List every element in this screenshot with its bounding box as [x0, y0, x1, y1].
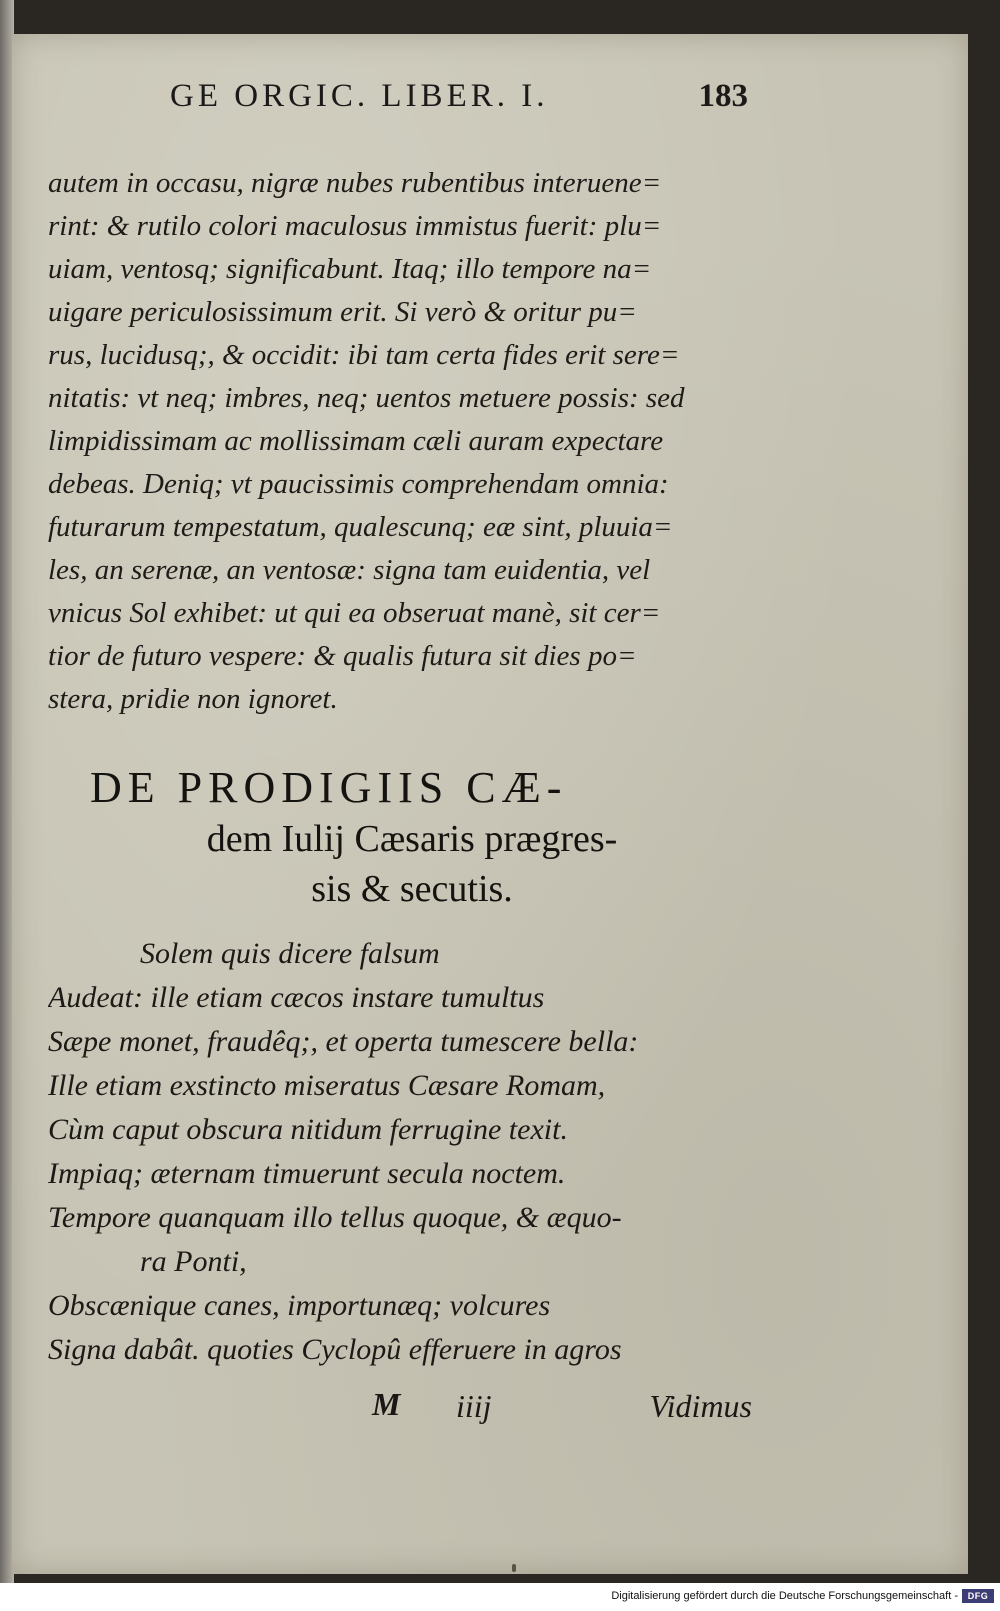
verse-line: Cùm caput obscura nitidum ferrugine texit. [48, 1113, 568, 1146]
section-heading [72, 762, 752, 914]
catchword: Vidimus [649, 1388, 752, 1424]
prose-line: stera, pridie non ignoret. [48, 683, 338, 715]
prose-line: rint: & rutilo colori maculosus immistus fuerit: plu= [48, 210, 662, 242]
prose-line: rus, lucidusq;, & occidit: ibi tam certa fides erit sere= [48, 339, 680, 371]
verse-line-continuation: ra Ponti, [140, 1245, 247, 1278]
running-head-title: GE ORGIC. LIBER. I. [170, 78, 549, 114]
footer-bar [0, 1583, 1000, 1611]
verse-line: Audeat: ille etiam cæcos instare tumultus [48, 981, 545, 1014]
verse-block [48, 932, 768, 1372]
section-heading-line-1: DE PRODIGIIS CÆ- [90, 763, 568, 812]
prose-line: limpidissimam ac mollissimam cæli auram expectare [48, 425, 664, 457]
signature-mark: M [372, 1386, 401, 1422]
prose-line: debeas. Deniq; vt paucissimis comprehendam omnia: [48, 468, 669, 500]
verse-line: Signa dabât. quoties Cyclopû efferuere in agros [48, 1333, 622, 1366]
prose-line: uiam, ventosq; significabunt. Itaq; illo tempore na= [48, 253, 652, 285]
prose-line: futurarum tempestatum, qualescunq; eæ sint, pluuia= [48, 511, 673, 543]
section-heading-line-3: sis & secutis. [311, 868, 513, 910]
ink-spot [512, 1564, 516, 1572]
dfg-logo[interactable]: DFG [962, 1589, 994, 1603]
verse-line: Ille etiam exstincto miseratus Cæsare Romam, [48, 1069, 606, 1102]
signature-number: iiij [456, 1388, 492, 1424]
verse-line: Tempore quanquam illo tellus quoque, & æquo- [48, 1201, 622, 1234]
prose-line: les, an serenæ, an ventosæ: signa tam euidentia, vel [48, 554, 651, 586]
digitization-credit: Digitalisierung gefördert durch die Deutsche Forschungsgemeinschaft - [611, 1590, 958, 1602]
page-number: 183 [698, 78, 748, 114]
prose-line: vnicus Sol exhibet: ut qui ea obseruat manè, sit cer= [48, 597, 661, 629]
verse-line: Solem quis dicere falsum [140, 937, 440, 970]
prose-line: autem in occasu, nigræ nubes rubentibus interuene= [48, 167, 662, 199]
prose-paragraph [48, 162, 748, 721]
verse-line: Sæpe monet, fraudêq;, et operta tumescere bella: [48, 1025, 639, 1058]
section-heading-line-2: dem Iulij Cæsaris prægres- [206, 818, 618, 860]
book-page [12, 34, 968, 1574]
prose-line: tior de futuro vespere: & qualis futura sit dies po= [48, 640, 637, 672]
running-head [160, 78, 748, 118]
verse-line: Impiaq; æternam timuerunt secula noctem. [48, 1157, 566, 1190]
verse-line: Obscænique canes, importunæq; volcures [48, 1289, 551, 1322]
catchline [352, 1386, 752, 1434]
prose-line: uigare periculosissimum erit. Si verò & oritur pu= [48, 296, 637, 328]
prose-line: nitatis: vt neq; imbres, neq; uentos metuere possis: sed [48, 382, 685, 414]
